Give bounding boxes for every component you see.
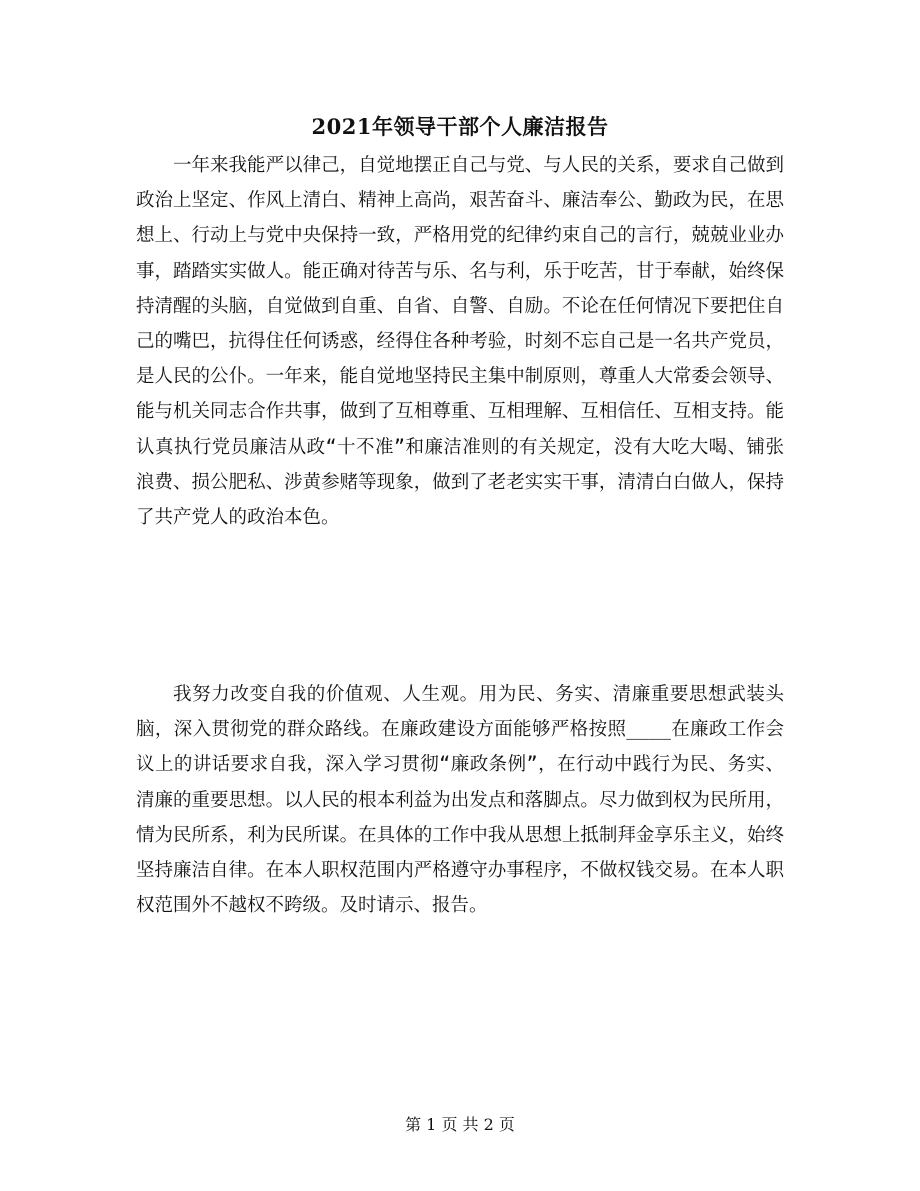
body-paragraph-2: 我努力改变自我的价值观、人生观。用为民、务实、清廉重要思想武装头脑，深入贯彻党的群众路线。在廉政建设方面能够严格按照____在廉政工作会议上的讲话要求自我，深入学习贯彻“廉政条例”，在行动中践行为民、务实、清廉的重要思想。以人民的根本利益为出发点和落脚点。尽力做到权为民所用，情为民所系，利为民所谋。在具体的工作中我从思想上抵制拜金享乐主义，始终坚持廉洁自律。在本人职权范围内严格遵守办事程序，不做权钱交易。在本人职权范围外不越权不跨级。及时请示、报告。 — [136, 684, 784, 917]
document-title: 2021年领导干部个人廉洁报告 — [311, 114, 609, 139]
body-paragraph-1: 一年来我能严以律己，自觉地摆正自己与党、与人民的关系，要求自己做到政治上坚定、作风上清白、精神上高尚，艰苦奋斗、廉洁奉公、勤政为民，在思想上、行动上与党中央保持一致，严格用党的纪律约束自己的言行，兢兢业业办事，踏踏实实做人。能正确对待苦与乐、名与利，乐于吃苦，甘于奉献，始终保持清醒的头脑，自觉做到自重、自省、自警、自励。不论在任何情况下要把住自己的嘴巴，抗得住任何诱惑，经得住各种考验，时刻不忘自己是一名共产党员，是人民的公仆。一年来，能自觉地坚持民主集中制原则，尊重人大常委会领导、能与机关同志合作共事，做到了互相尊重、互相理解、互相信任、互相支持。能认真执行党员廉洁从政“十不准”和廉洁准则的有关规定，没有大吃大喝、铺张浪费、损公肥私、涉黄参赌等现象，做到了老老实实干事，清清白白做人，保持了共产党人的政治本色。 — [136, 155, 784, 529]
page-footer: 第 1 页 共 2 页 — [405, 1115, 515, 1134]
